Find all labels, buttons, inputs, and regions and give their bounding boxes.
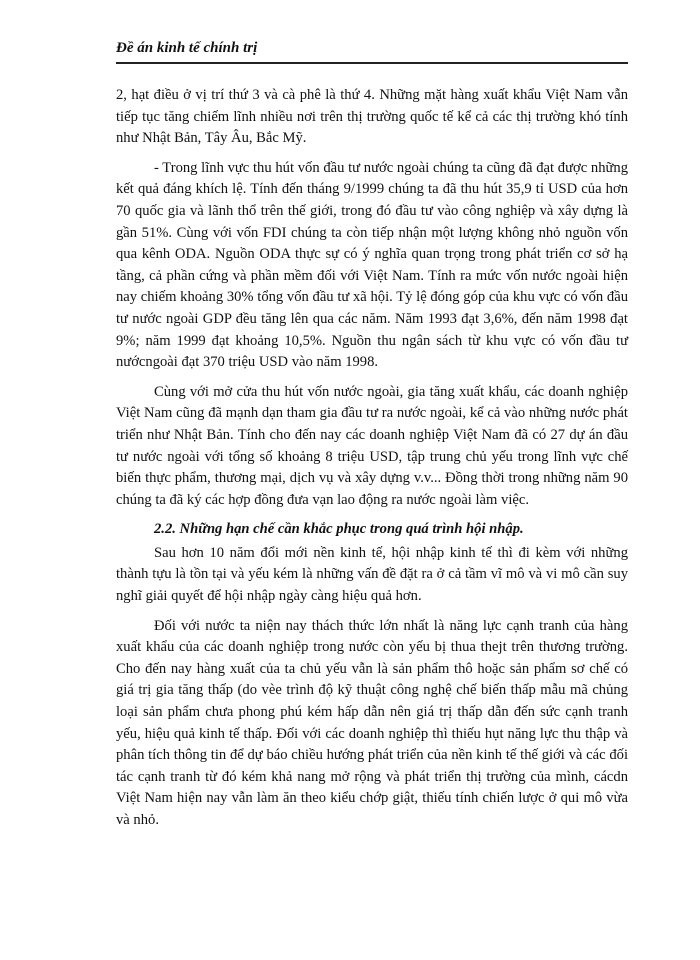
page-header [116, 40, 628, 64]
section-heading: 2.2. Những hạn chế cần khắc phục trong quá trình hội nhập. [154, 521, 524, 538]
paragraph-outward-investment: Cùng với mở cửa thu hút vốn nước ngoài, gia tăng xuất khẩu, các doanh nghiệp Việt Nam cũng đã mạnh dạn tham gia đầu tư ra nước ngoài, kể cả vào những nước phát triển như Nhật Bản. Tính cho đến nay các doanh nghiệp Việt Nam đã có 27 dự án đầu tư nước ngoài với tổng số khoảng 8 triệu USD, tập trung chủ yếu trong lĩnh vực chế biến thực phẩm, thương mại, dịch vụ và xây dựng v.v... Đồng thời trong những năm 90 chúng ta đã ký các hợp đồng đưa vạn lao động ra nước ngoài làm việc. [116, 383, 628, 508]
paragraph-foreign-investment: - Trong lĩnh vực thu hút vốn đầu tư nước ngoài chúng ta cũng đã đạt được những kết quả đáng khích lệ. Tính đến tháng 9/1999 chúng ta đã thu hút 35,9 tỉ USD của hơn 70 quốc gia và lãnh thổ trên thế giới, trong đó đầu tư vào công nghiệp và xây dựng là gần 51%. Cùng với vốn FDI chúng ta còn tiếp nhận một lượng không nhỏ nguồn vốn qua kênh ODA. Nguồn ODA thực sự có ý nghĩa quan trọng trong phát triển cơ sở hạ tầng, cả phần cứng và phần mềm đối với Việt Nam. Tính ra mức vốn nước ngoài hiện nay chiếm khoảng 30% tổng vốn đầu tư xã hội. Tỷ lệ đóng góp của khu vực có vốn đầu tư nước ngoài GDP đều tăng lên qua các năm. Năm 1993 đạt 3,6%, đến năm 1998 đạt 9%; năm 1999 đạt khoảng 10,5%. Nguồn thu ngân sách từ khu vực có vốn đầu tư nướcngoài đạt 370 triệu USD vào năm 1998. [116, 159, 628, 371]
paragraph-competitiveness: Đối với nước ta niện nay thách thức lớn nhất là năng lực cạnh tranh của hàng xuất khẩu của các doanh nghiệp trong nước còn yếu bị thua thejt trên thương trường. Cho đến nay hàng xuất của ta chủ yếu vẫn là sản phẩm thô hoặc sản phẩm sơ chế có giá trị gia tăng thấp (do vèe trình độ kỹ thuật công nghệ chế biến thấp mẫu mã chủng loại sản phẩm chưa phong phú kém hấp dẫn nên giá trị thấp dẫn đến sức cạnh tranh yếu, hiệu quả kinh tế thấp. Đối với các doanh nghiệp thì thiếu hụt năng lực thu thập và phân tích thông tin để dự báo chiều hướng phát triển của nền kinh tế thế giới và các đối tác cạnh tranh từ đó kém khả nang mở rộng và phát triển thị trường của mình, cácdn Việt Nam hiện nay vẫn làm ăn theo kiểu chớp giật, thiếu tính chiến lược ở qui mô vừa và nhỏ. [116, 617, 628, 828]
document-body [116, 85, 628, 840]
paragraph-export-items: 2, hạt điều ở vị trí thứ 3 và cà phê là thứ 4. Những mặt hàng xuất khẩu Việt Nam vẫn tiếp tục tăng chiếm lĩnh nhiều nơi trên thị trường quốc tế kể cả các thị trường khó tính như Nhật Bản, Tây Âu, Bắc Mỹ. [116, 87, 628, 147]
paragraph-reform-overview: Sau hơn 10 năm đổi mới nền kinh tế, hội nhập kinh tế thì đi kèm với những thành tựu là tồn tại và yếu kém là những vấn đề đặt ra ở cả tầm vĩ mô và vi mô cần suy nghĩ giải quyết để hội nhập ngày càng hiệu quả hơn. [116, 544, 628, 605]
header-title: Đề án kinh tế chính trị [116, 40, 258, 56]
